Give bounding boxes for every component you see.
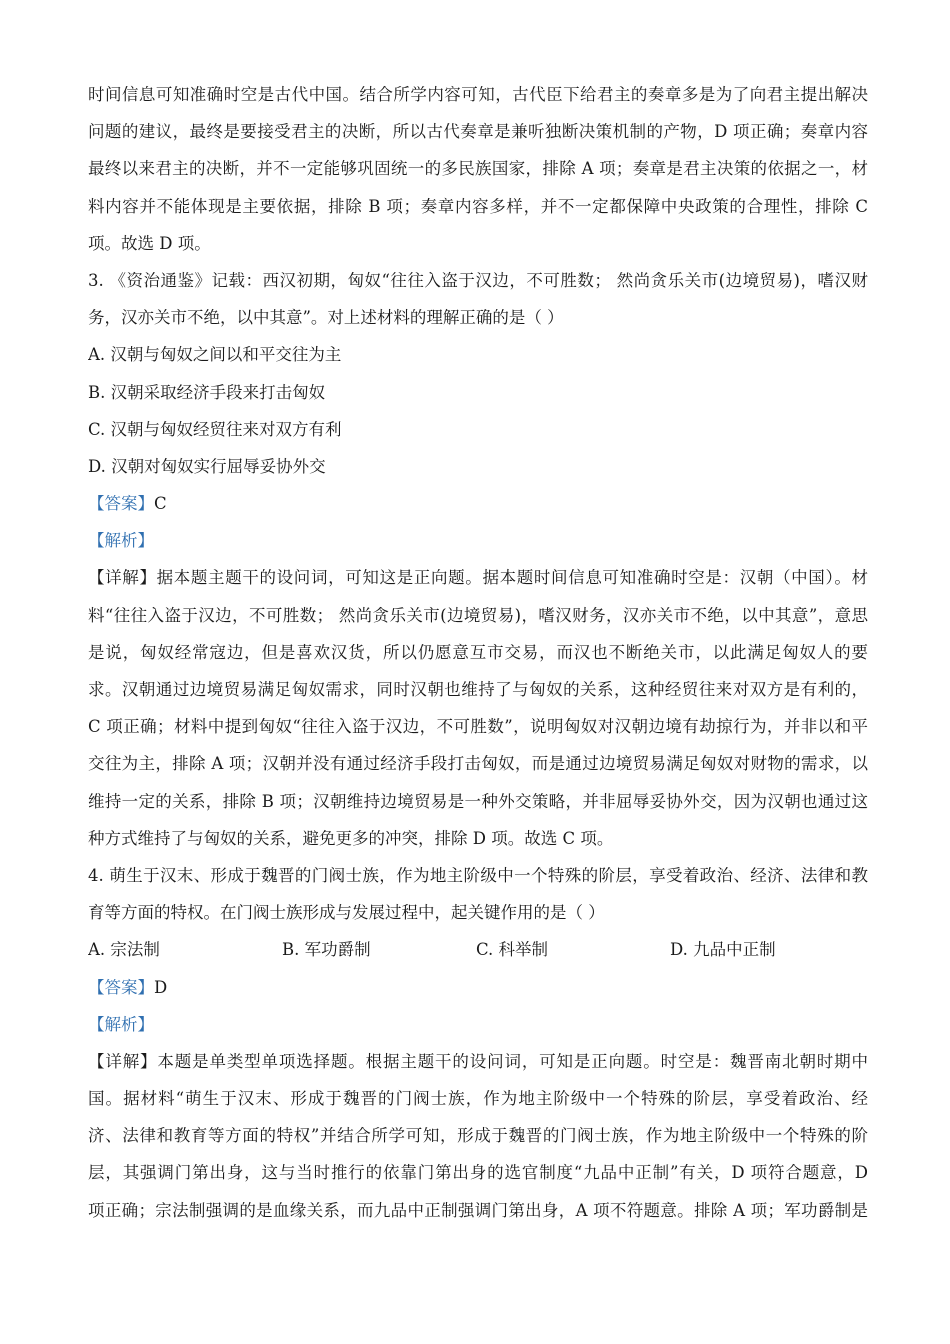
question-4-stem: 4. 萌生于汉末、形成于魏晋的门阀士族，作为地主阶级中一个特殊的阶层，享受着政治、经济、法律和教 <box>88 865 868 885</box>
question-3-answer <box>88 485 868 522</box>
paragraph-line: 料“往往入盗于汉边，不可胜数； 然尚贪乐关市(边境贸易)，嗜汉财务，汉亦关市不绝，以中其意”，意思 <box>88 605 868 625</box>
question-3-option-a: A. 汉朝与匈奴之间以和平交往为主 <box>88 345 342 365</box>
question-4-option-a: A. 宗法制 <box>88 940 160 960</box>
paragraph-line: 济、法律和教育等方面的特权”并结合所学可知，形成于魏晋的门阀士族，作为地主阶级中一个特殊的阶 <box>88 1126 868 1146</box>
detail-tag: 【详解】 <box>88 568 157 588</box>
question-4-options <box>88 931 868 968</box>
paragraph-line: 最终以来君主的决断，并不一定能够巩固统一的多民族国家，排除 A 项；奏章是君主决策的依据之一，材 <box>88 159 868 179</box>
question-3-option-b: B. 汉朝采取经济手段来打击匈奴 <box>88 382 326 402</box>
paragraph-line: 国。据材料“萌生于汉末、形成于魏晋的门阀士族，作为地主阶级中一个特殊的阶层，享受着政治、经 <box>88 1089 868 1109</box>
question-3-option-d: D. 汉朝对匈奴实行屈辱妥协外交 <box>88 456 326 476</box>
paragraph-line: 交往为主，排除 A 项；汉朝并没有通过经济手段打击匈奴，而是通过边境贸易满足匈奴对财物的需求，以 <box>88 754 868 774</box>
paragraph-line: 项正确；宗法制强调的是血缘关系，而九品中正制强调门第出身，A 项不符题意。排除 A 项；军功爵制是 <box>88 1200 868 1220</box>
paragraph-line: 项。故选 D 项。 <box>88 233 211 253</box>
question-4-option-b: B. 军功爵制 <box>282 940 371 960</box>
paragraph-line: 种方式维持了与匈奴的关系，避免更多的冲突，排除 D 项。故选 C 项。 <box>88 828 614 848</box>
question-3-detail <box>88 559 868 596</box>
paragraph-line: 是说，匈奴经常寇边，但是喜欢汉货，所以仍愿意互市交易，而汉也不断绝关市，以此满足匈奴人的要 <box>88 642 868 662</box>
detail-tag: 【详解】 <box>88 1051 158 1071</box>
question-3-analysis-tag: 【解析】 <box>88 531 154 551</box>
question-4-analysis-tag: 【解析】 <box>88 1014 154 1034</box>
paragraph-line: 料内容并不能体现是主要依据，排除 B 项；奏章内容多样，并不一定都保障中央政策的合理性，排除 C <box>88 196 868 216</box>
detail-text: 据本题主题干的设问词，可知这是正向题。据本题时间信息可知准确时空是：汉朝（中国）。材 <box>156 568 868 588</box>
answer-tag: 【答案】 <box>88 977 154 997</box>
answer-tag: 【答案】 <box>88 494 154 514</box>
question-4-stem: 育等方面的特权。在门阀士族形成与发展过程中，起关键作用的是（ ） <box>88 903 605 923</box>
question-4-option-d: D. 九品中正制 <box>670 940 776 960</box>
paragraph-line: 求。汉朝通过边境贸易满足匈奴需求，同时汉朝也维持了与匈奴的关系，这种经贸往来对双方是有利的， <box>88 680 868 699</box>
question-4-option-c: C. 科举制 <box>476 940 549 960</box>
question-3-stem: 务，汉亦关市不绝，以中其意”。对上述材料的理解正确的是（ ） <box>88 308 564 328</box>
question-4-detail <box>88 1043 868 1080</box>
question-4-answer <box>88 969 868 1006</box>
paragraph-line: 维持一定的关系，排除 B 项；汉朝维持边境贸易是一种外交策略，并非屈辱妥协外交，因为汉朝也通过这 <box>88 791 868 811</box>
page-content <box>88 76 868 1229</box>
paragraph-line: 层，其强调门第出身，这与当时推行的依靠门第出身的选官制度“九品中正制”有关，D 项符合题意，D <box>88 1163 868 1183</box>
answer-value: C <box>154 494 167 514</box>
answer-value: D <box>154 977 168 997</box>
detail-text: 本题是单类型单项选择题。根据主题干的设问词，可知是正向题。时空是：魏晋南北朝时期中 <box>157 1051 868 1071</box>
paragraph-line: C 项正确；材料中提到匈奴“往往入盗于汉边，不可胜数”，说明匈奴对汉朝边境有劫掠行为，并非以和平 <box>88 717 868 737</box>
paragraph-line: 问题的建议，最终是要接受君主的决断，所以古代奏章是兼听独断决策机制的产物，D 项正确；奏章内容 <box>88 122 868 142</box>
question-3-option-c: C. 汉朝与匈奴经贸往来对双方有利 <box>88 419 342 439</box>
question-3-stem: 3. 《资治通鉴》记载：西汉初期，匈奴“往往入盗于汉边，不可胜数； 然尚贪乐关市(边境贸易)，嗜汉财 <box>88 270 868 290</box>
paragraph-line: 时间信息可知准确时空是古代中国。结合所学内容可知，古代臣下给君主的奏章多是为了向君主提出解决 <box>88 85 868 104</box>
